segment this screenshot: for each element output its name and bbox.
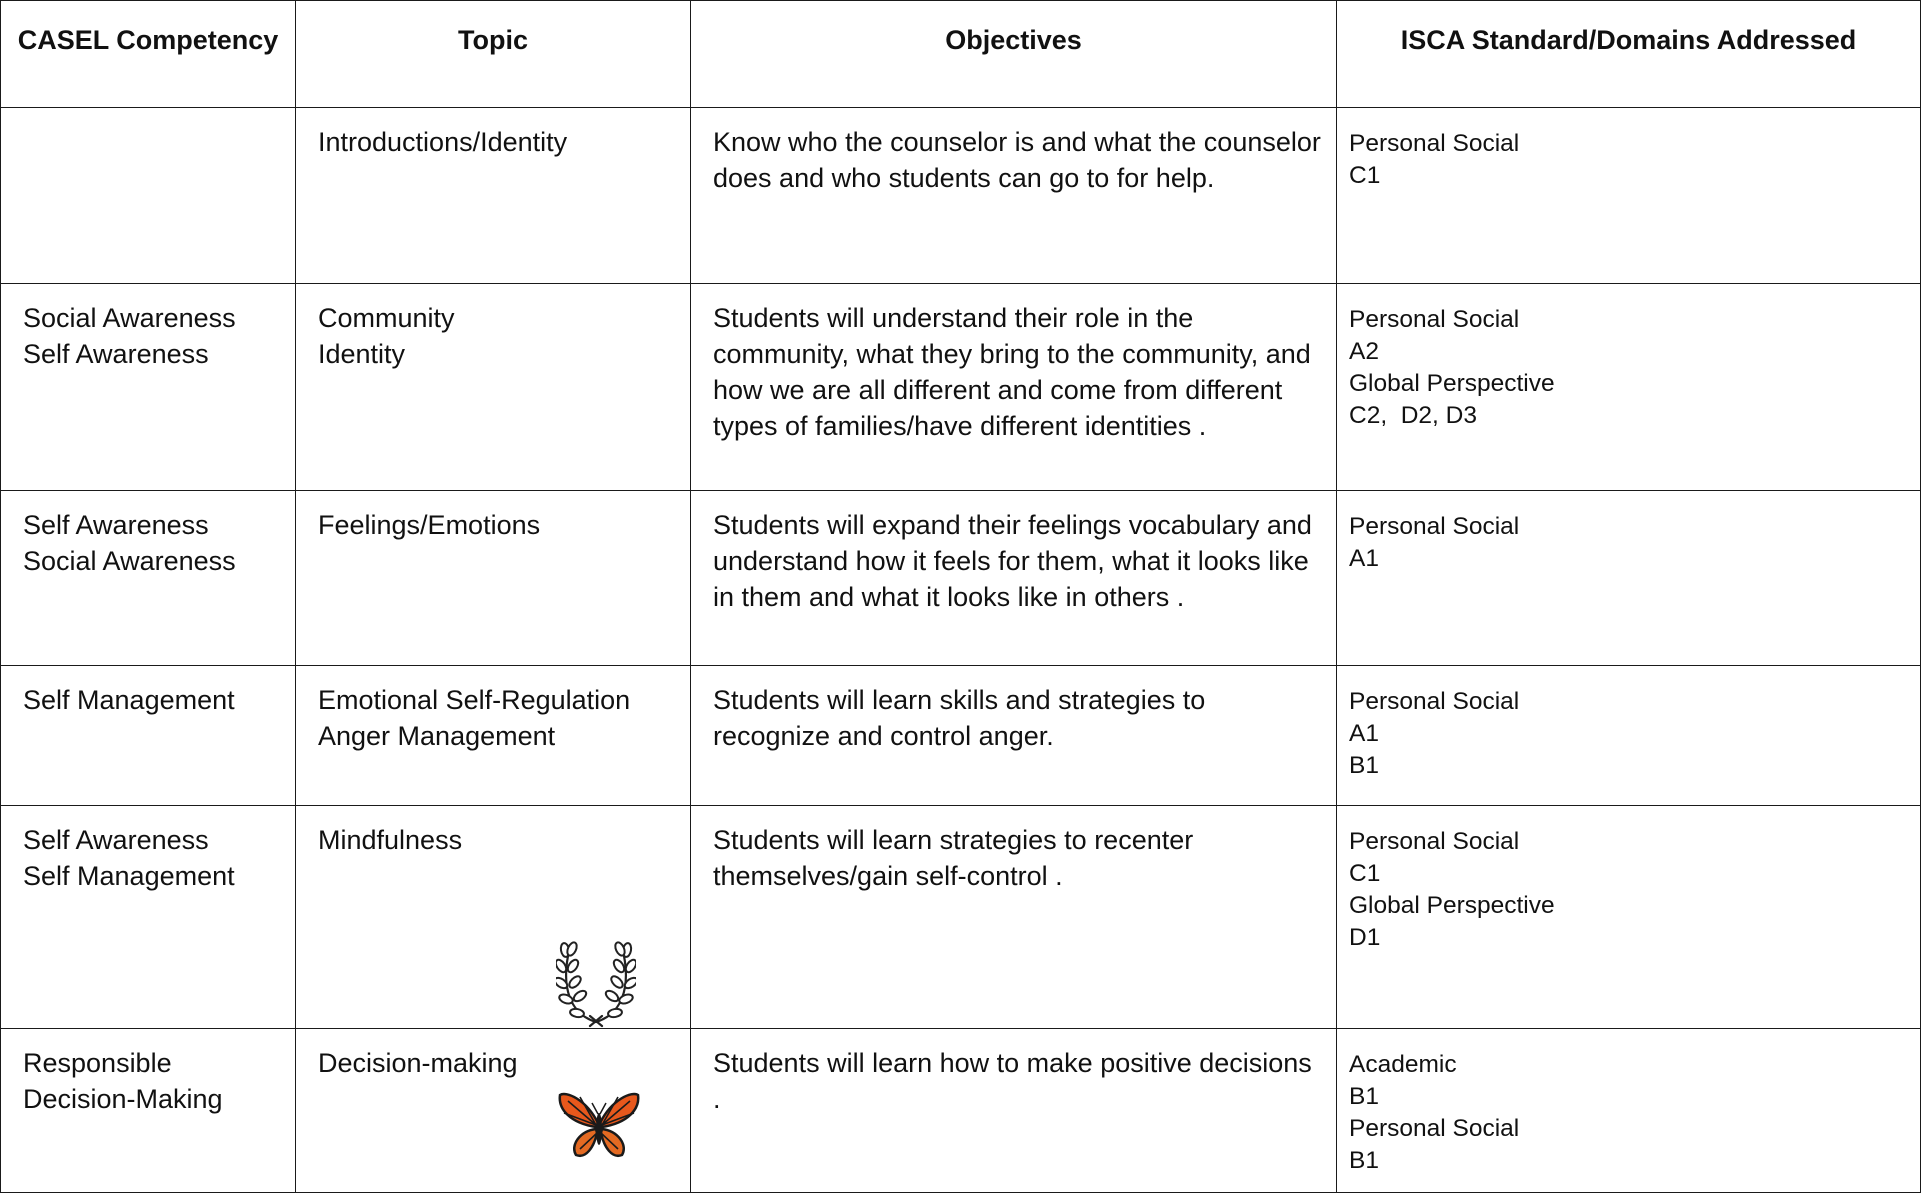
topic-text: Identity [318, 339, 406, 369]
topic-text: Feelings/Emotions [318, 510, 541, 540]
objective-cell [691, 491, 1337, 666]
topic-text: Community [318, 303, 455, 333]
topic-cell [296, 491, 691, 666]
butterfly-icon [558, 1089, 640, 1163]
header-objectives [691, 1, 1337, 108]
table-row [1, 1029, 1921, 1193]
standard-domain: Global Perspective [1349, 892, 1555, 919]
topic-cell [296, 108, 691, 284]
header-isca-standard [1337, 1, 1921, 108]
standard-domain: Global Perspective [1349, 370, 1555, 397]
standard-domain: Personal Social [1349, 306, 1520, 333]
objective-cell [691, 108, 1337, 284]
header-casel-competency [1, 1, 296, 108]
standard-domain: Personal Social [1349, 688, 1520, 715]
competency-text: Self Awareness [23, 825, 209, 855]
standard-domain: Academic [1349, 1051, 1457, 1078]
standards-cell [1337, 284, 1921, 491]
objective-text: Students will learn strategies to recenter themselves/gain self-control . [713, 825, 1194, 891]
competency-cell [1, 284, 296, 491]
competency-text: Self Awareness [23, 339, 209, 369]
standard-code: B1 [1349, 752, 1379, 779]
standard-code: C1 [1349, 860, 1381, 887]
topic-text: Introductions/Identity [318, 127, 568, 157]
objective-text: Students will learn skills and strategies to recognize and control anger. [713, 685, 1206, 751]
header-row [1, 1, 1921, 108]
competency-cell [1, 1029, 296, 1193]
header-label: ISCA Standard/Domains Addressed [1400, 25, 1857, 55]
header-label: Topic [458, 25, 528, 55]
standards-cell [1337, 806, 1921, 1029]
header-label: Objectives [945, 25, 1082, 55]
competency-cell [1, 491, 296, 666]
topic-text: Anger Management [318, 721, 556, 751]
topic-text: Decision-making [318, 1048, 518, 1078]
standard-code: A1 [1349, 545, 1379, 572]
competency-text: Self Management [23, 861, 235, 891]
objective-cell [691, 284, 1337, 491]
standard-domain: Personal Social [1349, 513, 1520, 540]
standard-domain: Personal Social [1349, 1115, 1520, 1142]
standard-domain: Personal Social [1349, 130, 1520, 157]
header-topic [296, 1, 691, 108]
standard-code: B1 [1349, 1147, 1379, 1174]
standards-cell [1337, 666, 1921, 806]
competency-text: Self Management [23, 685, 235, 715]
competency-text: Social Awareness [23, 546, 236, 576]
table-row [1, 666, 1921, 806]
competency-text: Self Awareness [23, 510, 209, 540]
objective-cell [691, 666, 1337, 806]
table-row [1, 491, 1921, 666]
competency-cell [1, 806, 296, 1029]
standard-code: D1 [1349, 924, 1381, 951]
standard-code: C2, D2, D3 [1349, 402, 1477, 429]
standards-cell [1337, 108, 1921, 284]
topic-cell [296, 666, 691, 806]
standard-domain: Personal Social [1349, 828, 1520, 855]
topic-cell [296, 1029, 691, 1193]
standard-code: A2 [1349, 338, 1379, 365]
table-row [1, 108, 1921, 284]
laurel-wreath-icon [556, 936, 636, 1028]
standard-code: A1 [1349, 720, 1379, 747]
table-row [1, 806, 1921, 1029]
objective-text: Students will understand their role in the community, what they bring to the community, and how we are all different and come from different types of families/have different identities . [713, 303, 1311, 441]
standards-cell [1337, 491, 1921, 666]
table-row [1, 284, 1921, 491]
header-label: CASEL Competency [17, 25, 279, 55]
topic-cell [296, 284, 691, 491]
topic-text: Emotional Self-Regulation [318, 685, 631, 715]
topic-cell [296, 806, 691, 1029]
topic-text: Mindfulness [318, 825, 463, 855]
objective-cell [691, 806, 1337, 1029]
standard-code: B1 [1349, 1083, 1379, 1110]
objective-text: Know who the counselor is and what the counselor does and who students can go to for help. [713, 127, 1321, 193]
objective-cell [691, 1029, 1337, 1193]
objective-text: Students will learn how to make positive decisions . [713, 1048, 1312, 1114]
standards-cell [1337, 1029, 1921, 1193]
standard-code: C1 [1349, 162, 1381, 189]
competency-cell [1, 108, 296, 284]
competency-text: Responsible [23, 1048, 172, 1078]
objective-text: Students will expand their feelings vocabulary and understand how it feels for them, what it looks like in them and what it looks like in others . [713, 510, 1312, 612]
competency-cell [1, 666, 296, 806]
competency-text: Social Awareness [23, 303, 236, 333]
competency-text: Decision-Making [23, 1084, 223, 1114]
